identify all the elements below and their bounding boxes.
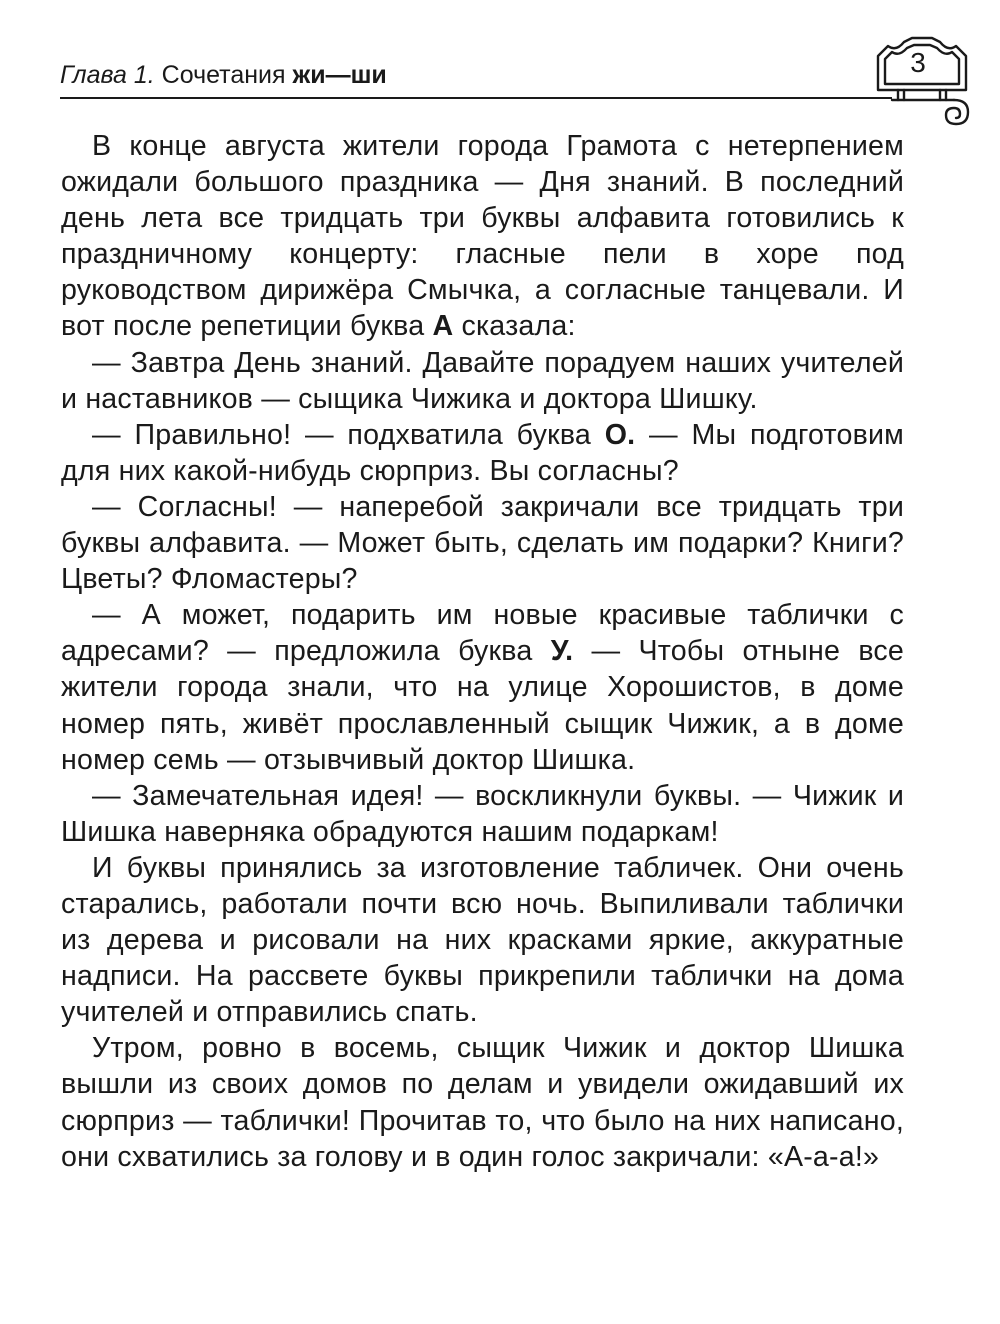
paragraph-8: Утром, ровно в восемь, сыщик Чижик и доктор Шишка вышли из своих домов по делам и увидели ожидавший их сюрприз — таблички! Прочитав то, что было на них написано, они схватились за голову и в один голос закричали: «А-а-а!» <box>61 1032 904 1173</box>
running-header <box>60 58 880 98</box>
bold-letter-o: О. <box>604 418 636 451</box>
bold-letter-u: У. <box>550 635 574 668</box>
paragraph-1: В конце августа жители города Грамота с нетерпением ожидали большого праздника — Дня знаний. В последний день лета все тридцать три буквы алфавита готовились к праздничному концерту: гласные пели в хоре под руководством дирижёра Смычка, а согласные танцевали. И вот после репетиции буква А сказала: <box>61 130 904 343</box>
paragraph-5: — А может, подарить им новые красивые таблички с адресами? — предложила буква У. — Чтобы отныне все жители города знали, что на улице Хорошистов, в доме номер пять, живёт прославленный сыщик Чижик, а в доме номер семь — отзывчивый доктор Шишка. <box>61 599 904 776</box>
paragraph-4: — Согласны! — наперебой закричали все тридцать три буквы алфавита. — Может быть, сделать им подарки? Книги? Цветы? Фломастеры? <box>61 490 904 596</box>
paragraph-7: И буквы принялись за изготовление табличек. Они очень старались, работали почти всю ночь. Выпиливали таблички из дерева и рисовали на них красками яркие, аккуратные надписи. На рассвете буквы прикрепили таблички на дома учителей и отправились спать. <box>61 851 904 1029</box>
paragraph-3: — Правильно! — подхватила буква О. — Мы подготовим для них какой-нибудь сюрприз. Вы согласны? <box>61 418 905 487</box>
paragraph-6: — Замечательная идея! — воскликнули буквы. — Чижик и Шишка наверняка обрадуются нашим подаркам! <box>61 779 904 848</box>
bold-letter-a: А <box>432 310 454 343</box>
chapter-heading <box>60 58 387 92</box>
header-rule <box>60 97 892 99</box>
chapter-title-bold: жи—ши <box>292 61 387 89</box>
paragraph-2: — Завтра День знаний. Давайте порадуем наших учителей и наставников — сыщика Чижика и доктора Шишку. <box>61 346 904 415</box>
chapter-title-prefix: Сочетания <box>161 61 286 89</box>
chapter-label: Глава 1. <box>60 61 155 89</box>
story-text <box>61 128 904 1175</box>
page-number: 3 <box>910 47 926 78</box>
